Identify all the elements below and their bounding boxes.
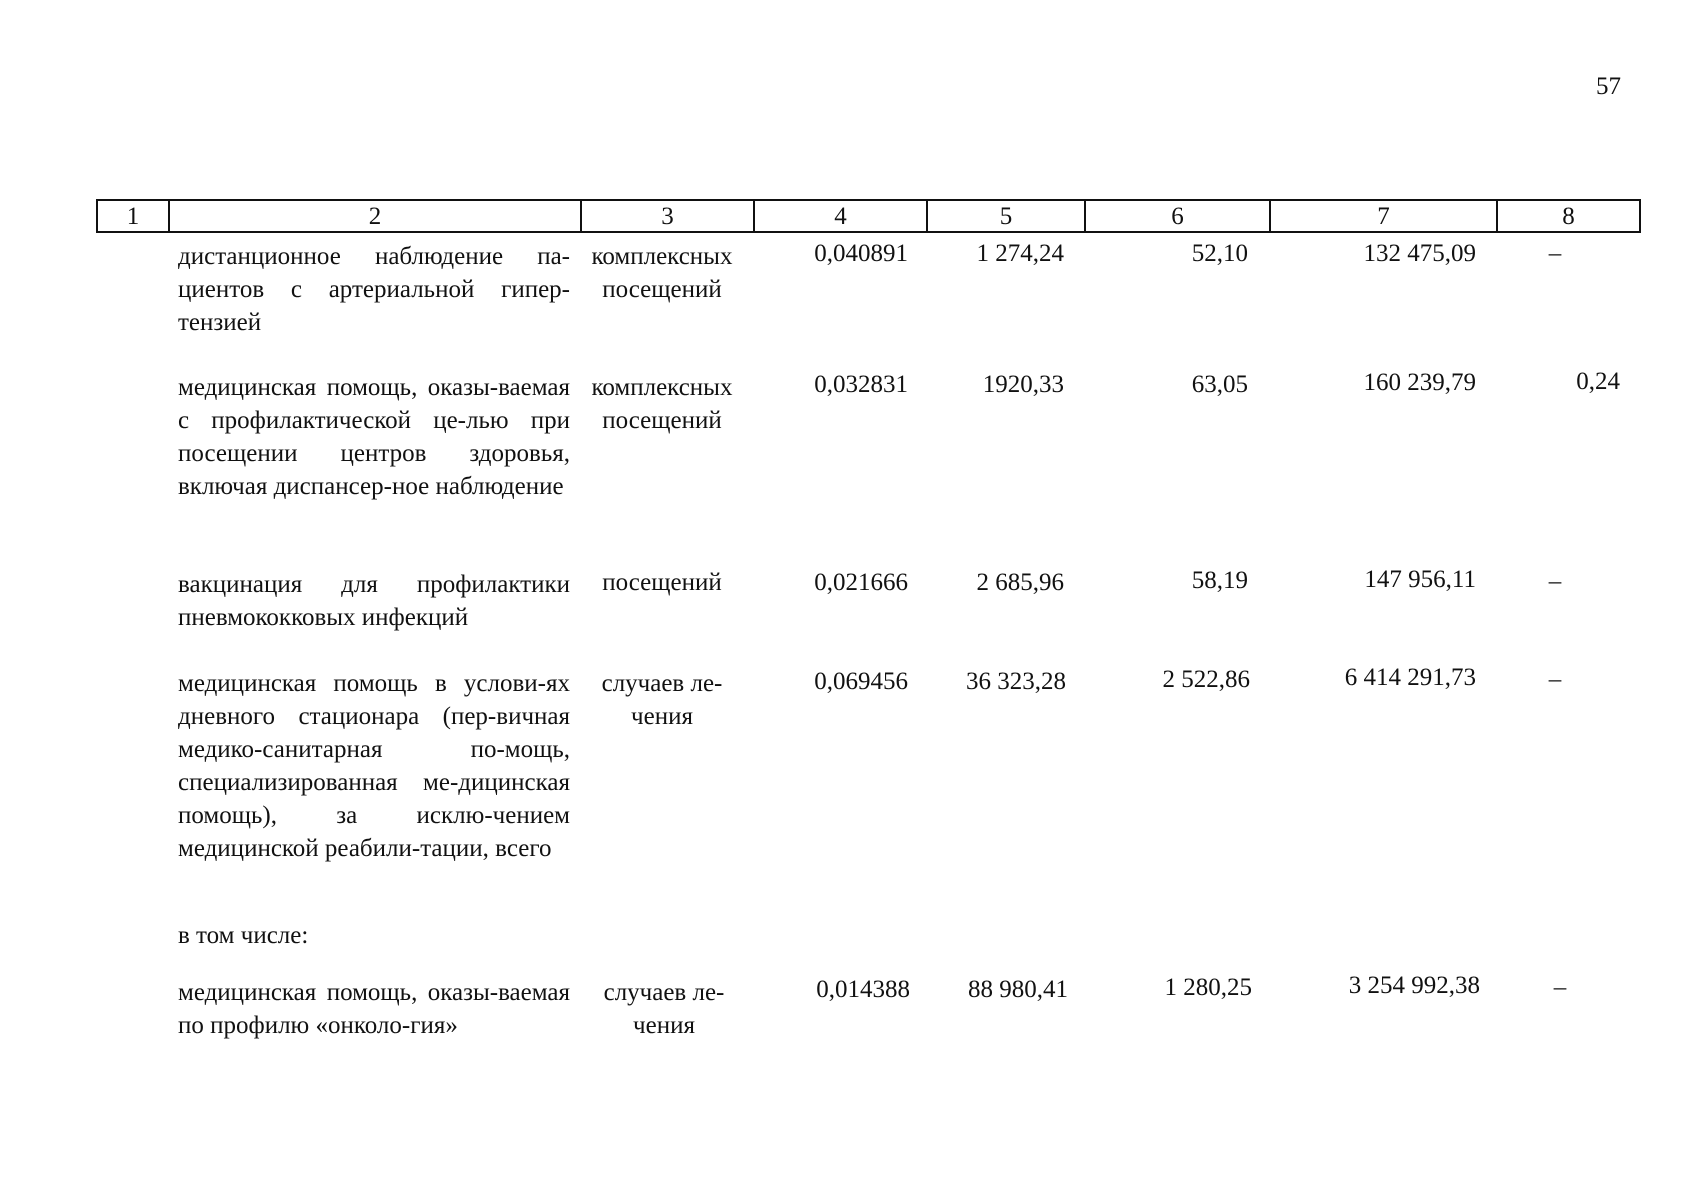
column-number-3: 3 (581, 200, 754, 232)
row-value-5: 1 274,24 (976, 240, 1064, 267)
row-value-6: 1 280,25 (1164, 974, 1252, 1001)
row-value-5: 1920,33 (982, 371, 1064, 398)
row-value-6: 2 522,86 (1162, 666, 1250, 693)
column-number-5: 5 (927, 200, 1085, 232)
column-number-8: 8 (1497, 200, 1640, 232)
row-value-8: – (1548, 240, 1562, 267)
row-description: медицинская помощь, оказы-ваемая с профилактической це-лью при посещении центров здоровья, включая диспансер-ное наблюдение (178, 374, 570, 500)
row-value-8: 0,24 (1576, 368, 1620, 395)
row-value-8: – (1553, 974, 1567, 1001)
row-unit: комплексных посещений (591, 243, 733, 303)
column-number-1: 1 (97, 200, 169, 232)
row-value-7: 6 414 291,73 (1344, 664, 1476, 691)
row-description: медицинская помощь, оказы-ваемая по профилю «онколо-гия» (178, 979, 570, 1039)
row-unit: посещений (602, 569, 722, 596)
column-number-2: 2 (169, 200, 581, 232)
row-value-7: 132 475,09 (1363, 240, 1476, 267)
row-value-4: 0,040891 (814, 240, 908, 267)
row-value-4: 0,014388 (816, 976, 910, 1003)
column-number-6: 6 (1085, 200, 1270, 232)
row-unit: случаев ле-чения (603, 979, 725, 1039)
page-number: 57 (1596, 73, 1621, 100)
column-number-7: 7 (1270, 200, 1497, 232)
row-value-6: 63,05 (1191, 371, 1248, 398)
row-description: вакцинация для профилактики пневмококковых инфекций (178, 571, 570, 631)
row-value-4: 0,069456 (814, 668, 908, 695)
row-description: в том числе: (178, 922, 309, 949)
row-value-8: – (1548, 568, 1562, 595)
column-number-4: 4 (754, 200, 927, 232)
row-value-5: 2 685,96 (976, 569, 1064, 596)
row-value-7: 160 239,79 (1363, 369, 1476, 396)
row-description: медицинская помощь в услови-ях дневного стационара (пер-вичная медико-санитарная по-мощь, специализированная ме-дицинская помощь), за исклю-чением медицинской реабили-тации, всего (178, 670, 570, 862)
row-value-6: 52,10 (1191, 240, 1248, 267)
row-unit: комплексных посещений (591, 374, 733, 434)
row-unit: случаев ле-чения (601, 670, 723, 730)
row-value-4: 0,021666 (814, 569, 908, 596)
row-value-6: 58,19 (1191, 567, 1248, 594)
row-value-4: 0,032831 (814, 371, 908, 398)
row-value-5: 88 980,41 (968, 976, 1068, 1003)
row-description: дистанционное наблюдение па-циентов с артериальной гипер-тензией (178, 243, 570, 336)
row-value-7: 3 254 992,38 (1348, 972, 1480, 999)
column-number-header (96, 199, 1641, 233)
row-value-7: 147 956,11 (1364, 566, 1476, 593)
row-value-5: 36 323,28 (966, 668, 1066, 695)
row-value-8: – (1548, 666, 1562, 693)
